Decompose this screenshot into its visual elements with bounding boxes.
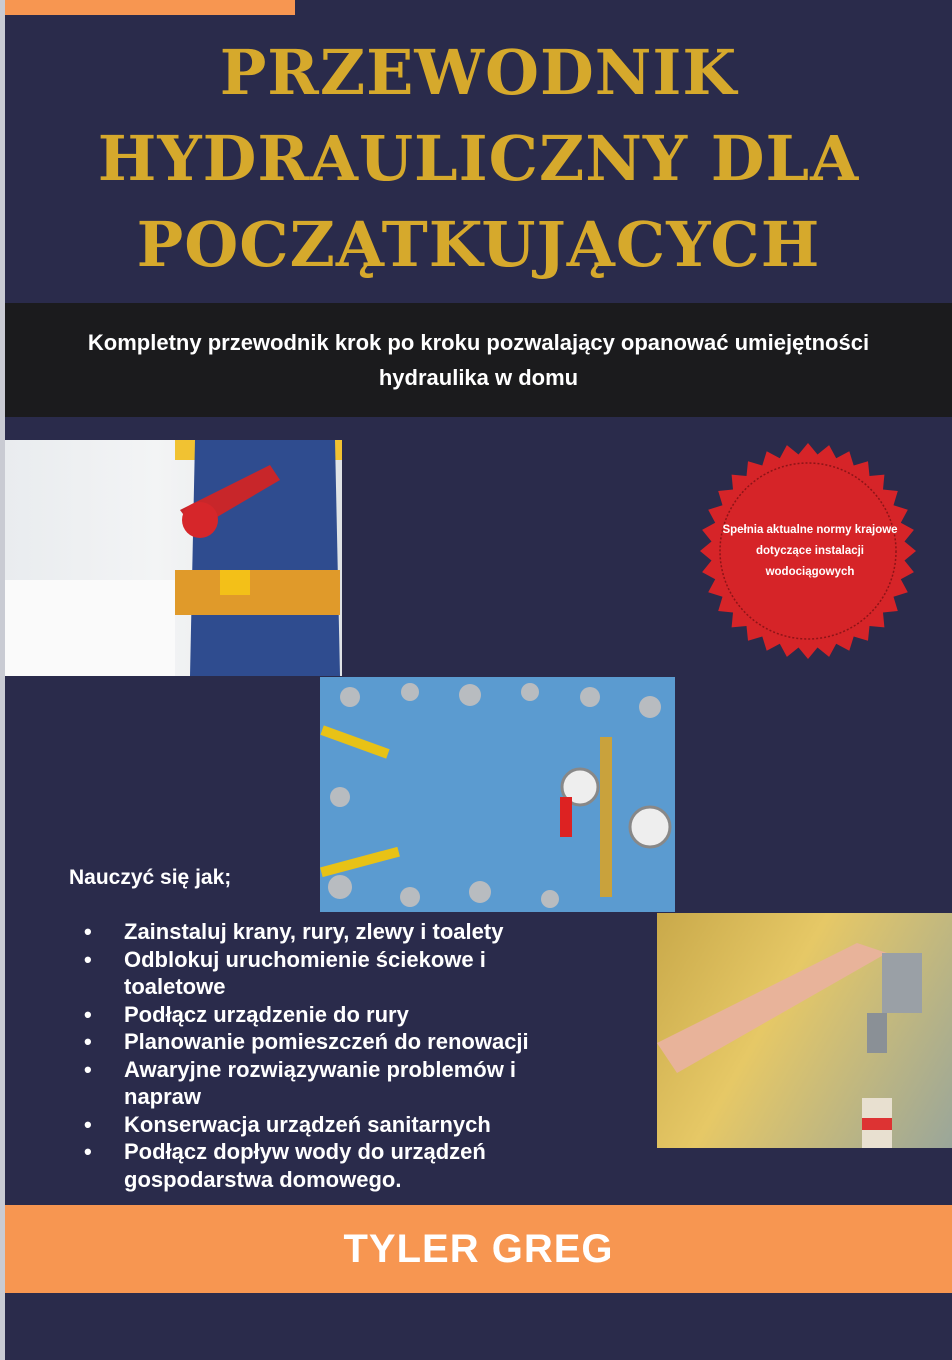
list-item: • Zainstaluj krany, rury, zlewy i toalety [84,918,584,946]
title-line: POCZĄTKUJĄCYCH [136,208,821,281]
top-orange-bar [5,0,295,15]
faucet-photo [657,913,952,1148]
title-line: HYDRAULICZNY DLA [97,122,860,195]
title-line: PRZEWODNIK [219,36,738,109]
learn-heading: Nauczyć się jak; [69,866,232,889]
subtitle-band [5,303,952,417]
subtitle: Kompletny przewodnik krok po kroku pozwalający opanować umiejętności hydraulika w domu [87,330,870,390]
book-title [5,30,952,288]
list-item: • Planowanie pomieszczeń do renowacji [84,1028,584,1056]
skills-list [84,918,584,1193]
list-item: • Podłącz dopływ wody do urządzeń gospodarstwa domowego. [84,1138,584,1193]
seal-text: Spełnia aktualne normy krajowe dotyczące instalacji wodociągowych [722,524,898,578]
author-name: TYLER GREG [343,1226,614,1271]
list-item: • Awaryjne rozwiązywanie problemów i napraw [84,1056,584,1111]
list-item: • Konserwacja urządzeń sanitarnych [84,1111,584,1139]
plumber-photo [5,440,342,676]
tools-photo [320,677,675,912]
list-item: • Podłącz urządzenie do rury [84,1001,584,1029]
list-item: • Odblokuj uruchomienie ściekowe i toaletowe [84,946,584,1001]
author-band [5,1205,952,1293]
